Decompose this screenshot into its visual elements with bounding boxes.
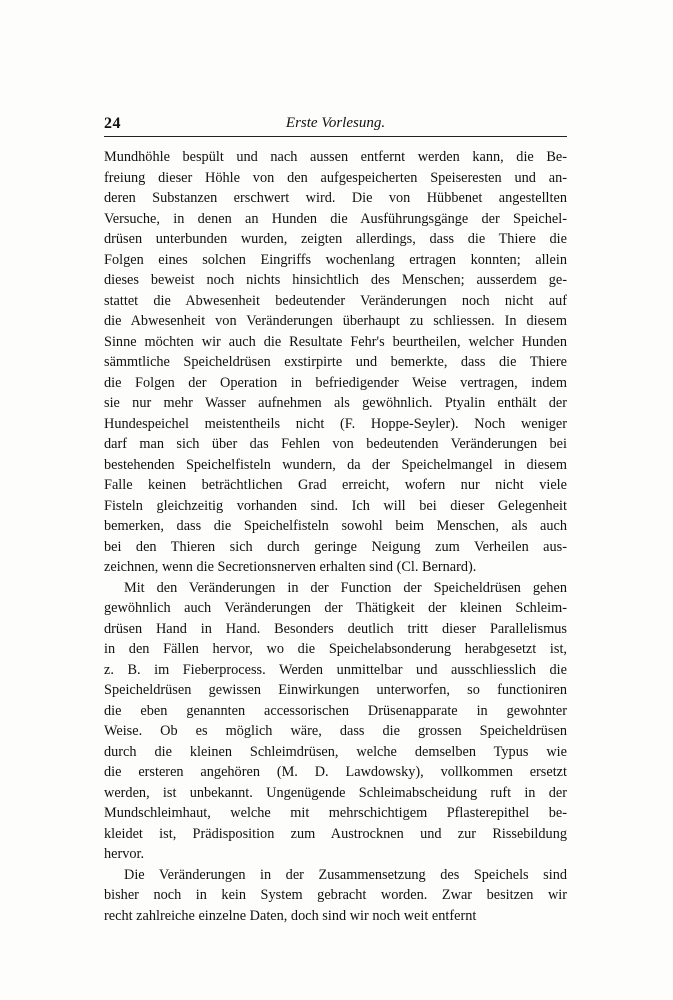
text-line: darf man sich über das Fehlen von bedeutenden Veränderungen bei xyxy=(104,436,567,452)
text-line: Versuche, in denen an Hunden die Ausführungsgänge der Speichel- xyxy=(104,210,567,227)
text-line: gewöhnlich auch Veränderungen der Thätigkeit der kleinen Schleim- xyxy=(104,600,567,616)
text-line: bisher noch in kein System gebracht worden. Zwar besitzen wir xyxy=(104,887,567,903)
text-line: Folgen eines solchen Eingriffs wochenlang ertragen konnten; allein xyxy=(104,251,567,268)
text-line: Mit den Veränderungen in der Function der Speicheldrüsen gehen xyxy=(124,579,567,596)
text-line: sämmtliche Speicheldrüsen exstirpirte und bemerkte, dass die Thiere xyxy=(104,354,567,370)
text-line: die ersteren angehören (M. D. Lawdowsky), vollkommen ersetzt xyxy=(104,764,567,780)
paragraph-1 xyxy=(104,147,567,578)
text-line: bestehenden Speichelfisteln wundern, da der Speichelmangel in diesem xyxy=(104,456,567,473)
text-line: Fisteln gleichzeitig vorhanden sind. Ich will bei dieser Gelegenheit xyxy=(104,497,567,514)
text-line: Hundespeichel meistentheils nicht (F. Hoppe-Seyler). Noch weniger xyxy=(104,415,567,432)
text-line: sie nur mehr Wasser aufnehmen als gewöhnlich. Ptyalin enthält der xyxy=(104,395,567,411)
text-line: drüsen unterbunden wurden, zeigten allerdings, dass die Thiere die xyxy=(104,231,567,247)
text-line: Sinne möchten wir auch die Resultate Fehr's beurtheilen, welcher Hunden xyxy=(104,333,567,350)
paragraph-2 xyxy=(104,578,567,865)
text-line: die eben genannten accessorischen Drüsenapparate in gewohnter xyxy=(104,702,567,719)
text-line: dieses beweist noch nichts hinsichtlich des Menschen; ausserdem ge- xyxy=(104,272,567,288)
text-line: Die Veränderungen in der Zusammensetzung des Speichels sind xyxy=(124,866,567,883)
text-line: bei den Thieren sich durch geringe Neigung zum Verheilen aus- xyxy=(104,538,567,555)
text-line: deren Substanzen erschwert wird. Die von Hübbenet angestellten xyxy=(104,190,567,206)
page-header xyxy=(104,112,567,137)
text-line: die Abwesenheit von Veränderungen überhaupt zu schliessen. In diesem xyxy=(104,313,567,329)
text-line: z. B. im Fieberprocess. Werden unmittelbar und ausschliesslich die xyxy=(104,661,567,678)
text-line: in den Fällen hervor, wo die Speichelabsonderung herabgesetzt ist, xyxy=(104,641,567,657)
text-line: Mundschleimhaut, welche mit mehrschichtigem Pflasterepithel be- xyxy=(104,805,567,821)
text-line: Mundhöhle bespült und nach aussen entfernt werden kann, die Be- xyxy=(104,149,567,165)
text-line: freiung dieser Höhle von den aufgespeicherten Speiseresten und an- xyxy=(104,169,567,186)
text-line: Falle keinen beträchtlichen Grad erreicht, wofern nur nicht viele xyxy=(104,477,567,493)
running-head: Erste Vorlesung. xyxy=(285,115,386,131)
body-text xyxy=(104,147,567,926)
text-line: stattet die Abwesenheit bedeutender Veränderungen noch nicht auf xyxy=(104,292,567,309)
text-line: hervor. xyxy=(104,846,145,862)
paragraph-3 xyxy=(104,865,567,927)
page-number: 24 xyxy=(104,115,121,132)
text-line: bemerken, dass die Speichelfisteln sowohl beim Menschen, als auch xyxy=(104,518,567,534)
text-line: Speicheldrüsen gewissen Einwirkungen unterworfen, so functioniren xyxy=(104,682,567,698)
text-line: recht zahlreiche einzelne Daten, doch sind wir noch weit entfernt xyxy=(104,907,477,924)
text-line: durch die kleinen Schleimdrüsen, welche demselben Typus wie xyxy=(104,743,567,760)
text-line: die Folgen der Operation in befriedigender Weise vertragen, indem xyxy=(104,374,567,391)
text-line: drüsen Hand in Hand. Besonders deutlich tritt dieser Parallelismus xyxy=(104,620,567,637)
text-line: Weise. Ob es möglich wäre, dass die grossen Speicheldrüsen xyxy=(104,723,567,739)
text-line: zeichnen, wenn die Secretionsnerven erhalten sind (Cl. Bernard). xyxy=(104,559,477,575)
text-line: kleidet ist, Prädisposition zum Austrocknen und zur Rissebildung xyxy=(104,825,567,842)
text-line: werden, ist unbekannt. Ungenügende Schleimabscheidung ruft in der xyxy=(104,784,567,801)
